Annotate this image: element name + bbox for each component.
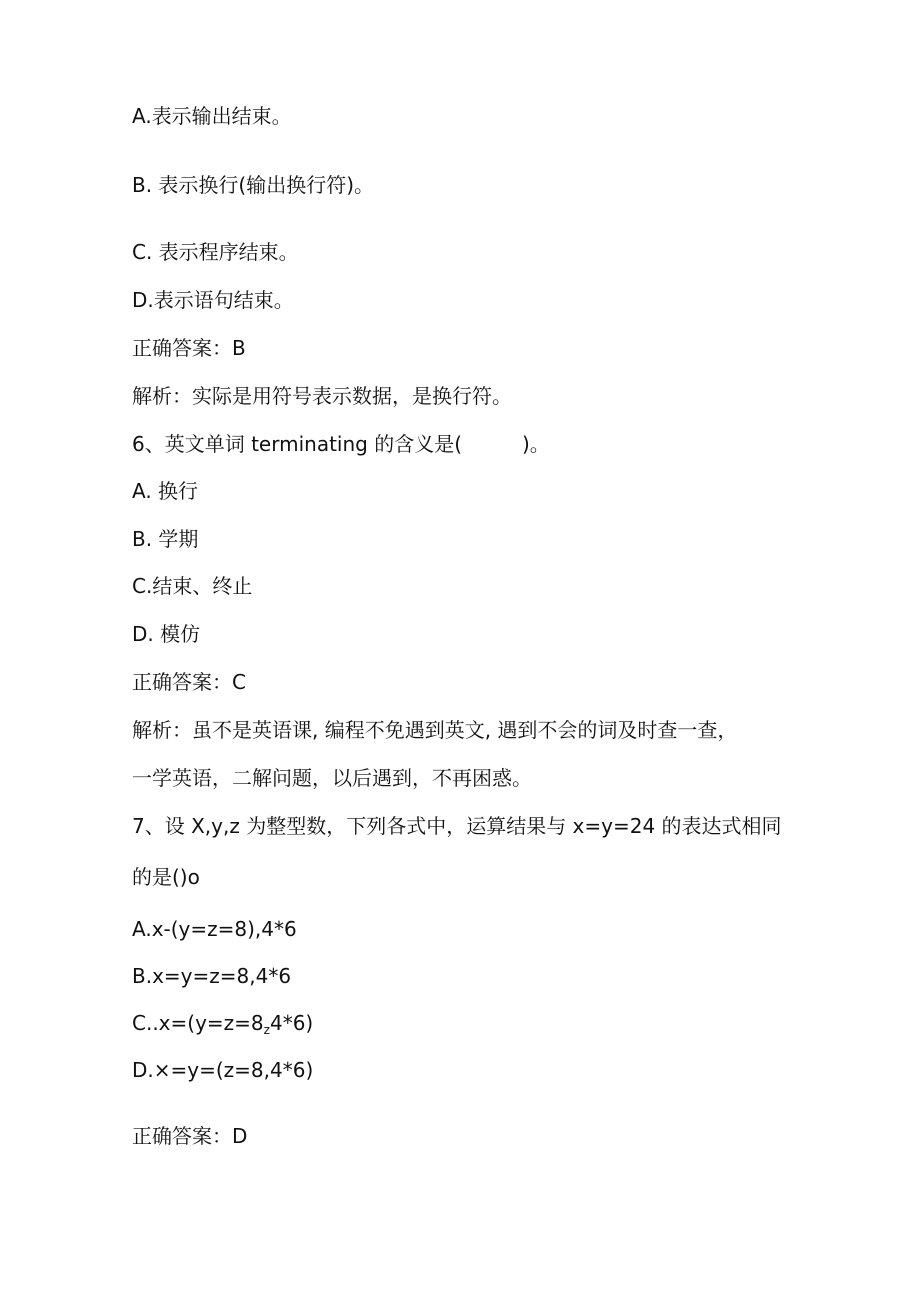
q7-option-d: D.×=y=(z=8,4*6) — [132, 1058, 314, 1082]
q7-answer: 正确答案：D — [132, 1124, 248, 1148]
q6-option-b: B. 学期 — [132, 527, 199, 551]
q5-option-b: B. 表示换行(输出换行符)。 — [132, 173, 375, 197]
q6-option-d: D. 模仿 — [132, 622, 201, 646]
q6-option-a: A. 换行 — [132, 479, 199, 503]
q7-question-line-2: 的是()o — [132, 865, 200, 889]
q7-option-b: B.x=y=z=8,4*6 — [132, 964, 292, 988]
q6-analysis-line-2: 一学英语，二解问题，以后遇到，不再困惑。 — [132, 766, 532, 790]
q5-option-a: A.表示输出结束。 — [132, 104, 292, 128]
q7-option-c — [132, 1010, 313, 1043]
q7-option-c-post: 4*6) — [269, 1011, 314, 1035]
q6-analysis-line-1: 解析：虽不是英语课, 编程不免遇到英文, 遇到不会的词及时查一查， — [132, 718, 738, 742]
q7-question-line-1: 7、设 X,y,z 为整型数，下列各式中，运算结果与 x=y=24 的表达式相同 — [132, 814, 782, 838]
q6-answer: 正确答案：C — [132, 670, 246, 694]
q7-option-a: A.x-(y=z=8),4*6 — [132, 917, 297, 941]
q6-question: 6、英文单词 terminating 的含义是( )。 — [132, 432, 550, 456]
q7-option-c-pre: C..x=(y=z=8 — [132, 1011, 264, 1035]
q7-option-c-subscript: z — [263, 1023, 270, 1037]
q5-option-d: D.表示语句结束。 — [132, 288, 294, 312]
q5-answer: 正确答案：B — [132, 336, 246, 360]
q6-option-c: C.结束、终止 — [132, 574, 253, 598]
q5-option-c: C. 表示程序结束。 — [132, 240, 299, 264]
q5-analysis: 解析：实际是用符号表示数据，是换行符。 — [132, 384, 512, 408]
